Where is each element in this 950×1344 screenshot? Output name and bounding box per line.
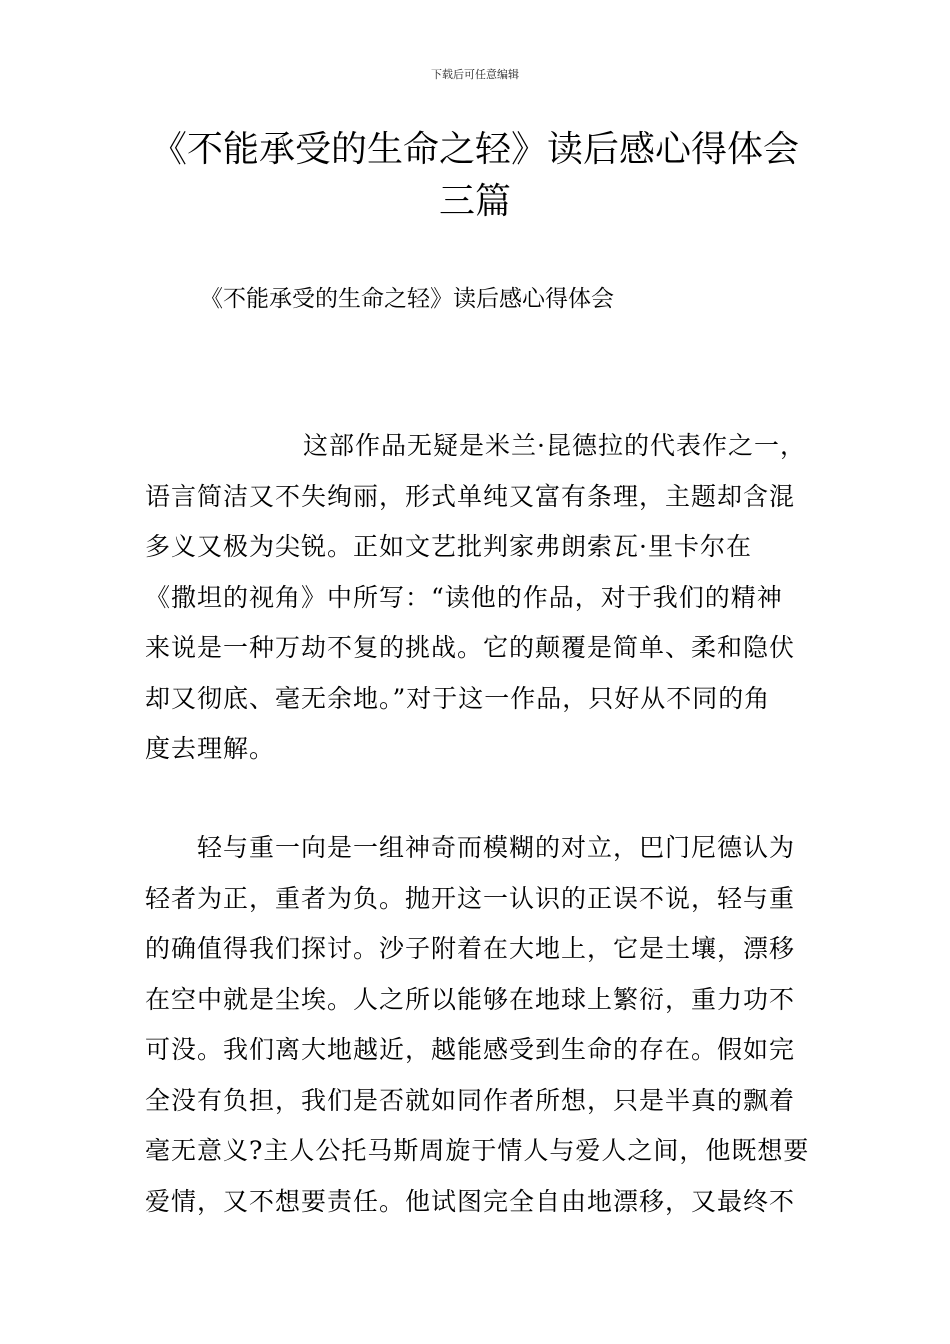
header-note: 下载后可任意编辑: [431, 68, 519, 81]
paragraph-line: 度去理解。: [145, 734, 276, 763]
paragraph-line: 毫无意义?主人公托马斯周旋于情人与爱人之间，他既想要: [145, 1136, 810, 1165]
paragraph-line: 来说是一种万劫不复的挑战。它的颠覆是简单、柔和隐伏: [145, 633, 796, 662]
paragraph-line: 《撒坦的视角》中所写：“读他的作品，对于我们的精神: [145, 582, 783, 612]
title-line-1: 《不能承受的生命之轻》读后感心得体会: [150, 129, 799, 170]
document-subtitle: 《不能承受的生命之轻》读后感心得体会: [200, 286, 614, 312]
paragraph-line: 语言简洁又不失绚丽，形式单纯又富有条理，主题却含混: [145, 481, 796, 511]
paragraph-line: 却又彻底、毫无余地。”对于这一作品，只好从不同的角: [145, 683, 771, 713]
paragraph-line: 可没。我们离大地越近，越能感受到生命的存在。假如完: [145, 1035, 796, 1064]
paragraph-1: [145, 421, 815, 775]
title-line-2: 三篇: [438, 181, 511, 222]
paragraph-line: 在空中就是尘埃。人之所以能够在地球上繁衍，重力功不: [145, 984, 796, 1014]
paragraph-line: 全没有负担，我们是否就如同作者所想，只是半真的飘着: [145, 1085, 796, 1115]
paragraph-2: [145, 823, 815, 1227]
paragraph-line: 的确值得我们探讨。沙子附着在大地上，它是土壤，漂移: [145, 934, 796, 963]
paragraph-line: 爱情，又不想要责任。他试图完全自由地漂移，又最终不: [145, 1186, 796, 1216]
document-title: [60, 124, 890, 228]
paragraph-line: 多义又极为尖锐。正如文艺批判家弗朗索瓦·里卡尔在: [145, 532, 752, 561]
paragraph-line: 轻者为正，重者为负。抛开这一认识的正误不说，轻与重: [145, 883, 796, 913]
paragraph-line: 轻与重一向是一组神奇而模糊的对立，巴门尼德认为: [197, 833, 796, 862]
paragraph-line: 这部作品无疑是米兰·昆德拉的代表作之一，: [303, 431, 806, 460]
